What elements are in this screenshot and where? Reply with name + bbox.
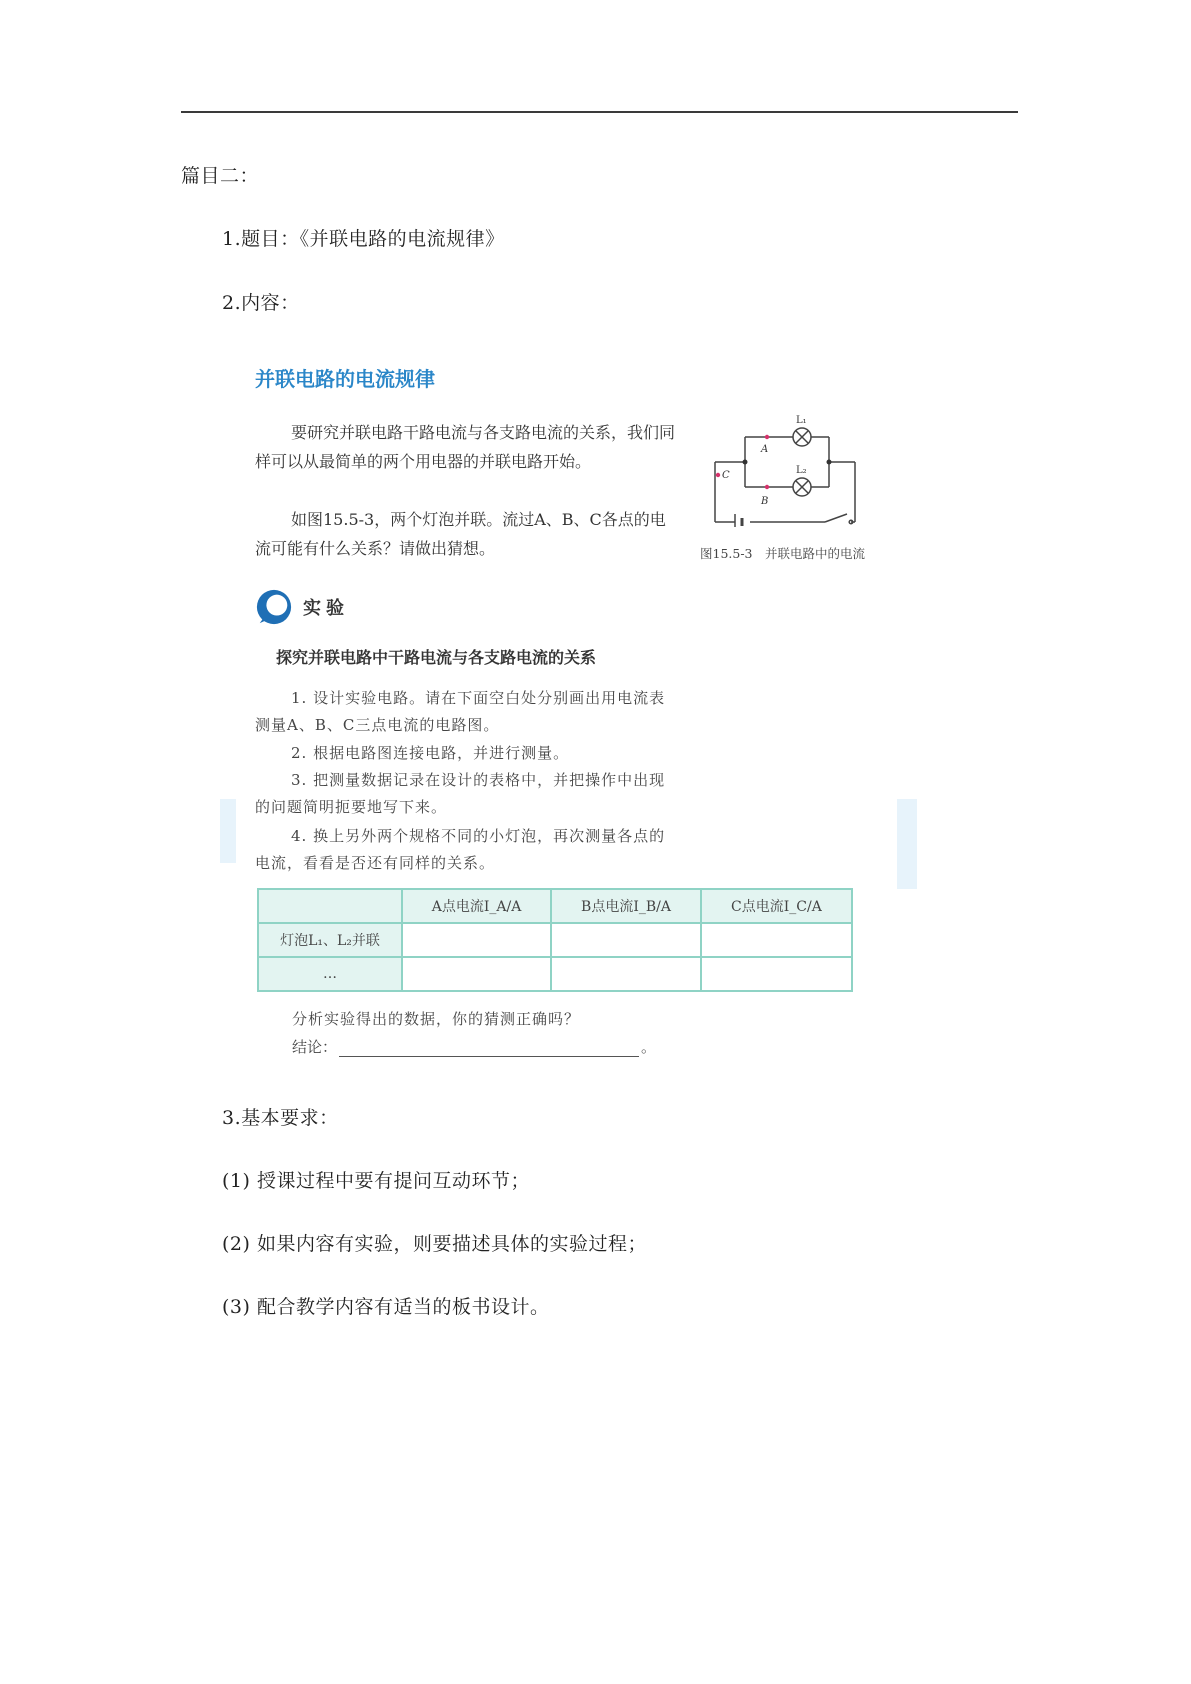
measurement-table	[257, 888, 853, 992]
label-a: A	[761, 444, 769, 455]
requirement-item: (3) 配合教学内容有适当的板书设计。	[222, 1296, 550, 1318]
label-l1: L₁	[796, 415, 807, 426]
table-cell	[701, 923, 852, 957]
experiment-step-1: 1. 设计实验电路。请在下面空白处分别画出用电流表测量A、B、C三点电流的电路图。	[255, 689, 666, 734]
excerpt-paragraph-2: 如图15.5-3，两个灯泡并联。流过A、B、C各点的电流可能有什么关系？请做出猜想。	[255, 510, 666, 558]
table-cell: …	[258, 957, 402, 991]
table-cell: 灯泡L₁、L₂并联	[258, 923, 402, 957]
watermark-left	[220, 799, 236, 863]
watermark-right	[897, 799, 917, 889]
experiment-label: 实验	[303, 598, 349, 619]
label-c: C	[722, 470, 730, 481]
figure-caption: 图15.5-3 并联电路中的电流	[700, 546, 866, 561]
conclusion-line	[292, 1036, 656, 1057]
section-heading: 篇目二：	[181, 165, 260, 187]
label-l2: L₂	[796, 465, 807, 476]
magnifier-icon	[255, 588, 293, 626]
textbook-excerpt	[240, 350, 930, 1070]
table-header-cell	[258, 889, 402, 923]
experiment-step-4: 4. 换上另外两个规格不同的小灯泡，再次测量各点的电流，看看是否还有同样的关系。	[255, 827, 666, 872]
requirements-heading: 3.基本要求：	[222, 1107, 339, 1129]
table-cell	[551, 923, 701, 957]
topic-item: 1.题目：《并联电路的电流规律》	[222, 228, 505, 250]
requirement-item: (1) 授课过程中要有提问互动环节；	[222, 1170, 530, 1192]
conclusion-blank	[339, 1040, 639, 1057]
table-row	[258, 957, 852, 991]
table-row	[258, 923, 852, 957]
experiment-title: 探究并联电路中干路电流与各支路电流的关系	[276, 648, 597, 667]
experiment-step-2: 2. 根据电路图连接电路，并进行测量。	[291, 744, 570, 762]
table-header-row	[258, 889, 852, 923]
parallel-circuit-diagram	[705, 392, 875, 527]
content-item: 2.内容：	[222, 292, 300, 314]
conclusion-end: 。	[641, 1038, 657, 1056]
table-cell	[402, 923, 551, 957]
experiment-step-3: 3. 把测量数据记录在设计的表格中，并把操作中出现的问题简明扼要地写下来。	[255, 771, 666, 816]
label-b: B	[761, 496, 769, 507]
table-cell	[551, 957, 701, 991]
header-rule	[181, 111, 1018, 113]
table-header-cell: A点电流I_A/A	[402, 889, 551, 923]
requirement-item: (2) 如果内容有实验，则要描述具体的实验过程；	[222, 1233, 647, 1255]
table-header-cell: B点电流I_B/A	[551, 889, 701, 923]
table-cell	[701, 957, 852, 991]
conclusion-label: 结论：	[292, 1038, 338, 1056]
table-header-cell: C点电流I_C/A	[701, 889, 852, 923]
analysis-question: 分析实验得出的数据，你的猜测正确吗？	[292, 1010, 581, 1028]
experiment-header	[255, 587, 349, 627]
excerpt-title: 并联电路的电流规律	[255, 367, 435, 391]
table-cell	[402, 957, 551, 991]
excerpt-paragraph-1: 要研究并联电路干路电流与各支路电流的关系，我们同样可以从最简单的两个用电器的并联电路开始。	[255, 423, 676, 471]
